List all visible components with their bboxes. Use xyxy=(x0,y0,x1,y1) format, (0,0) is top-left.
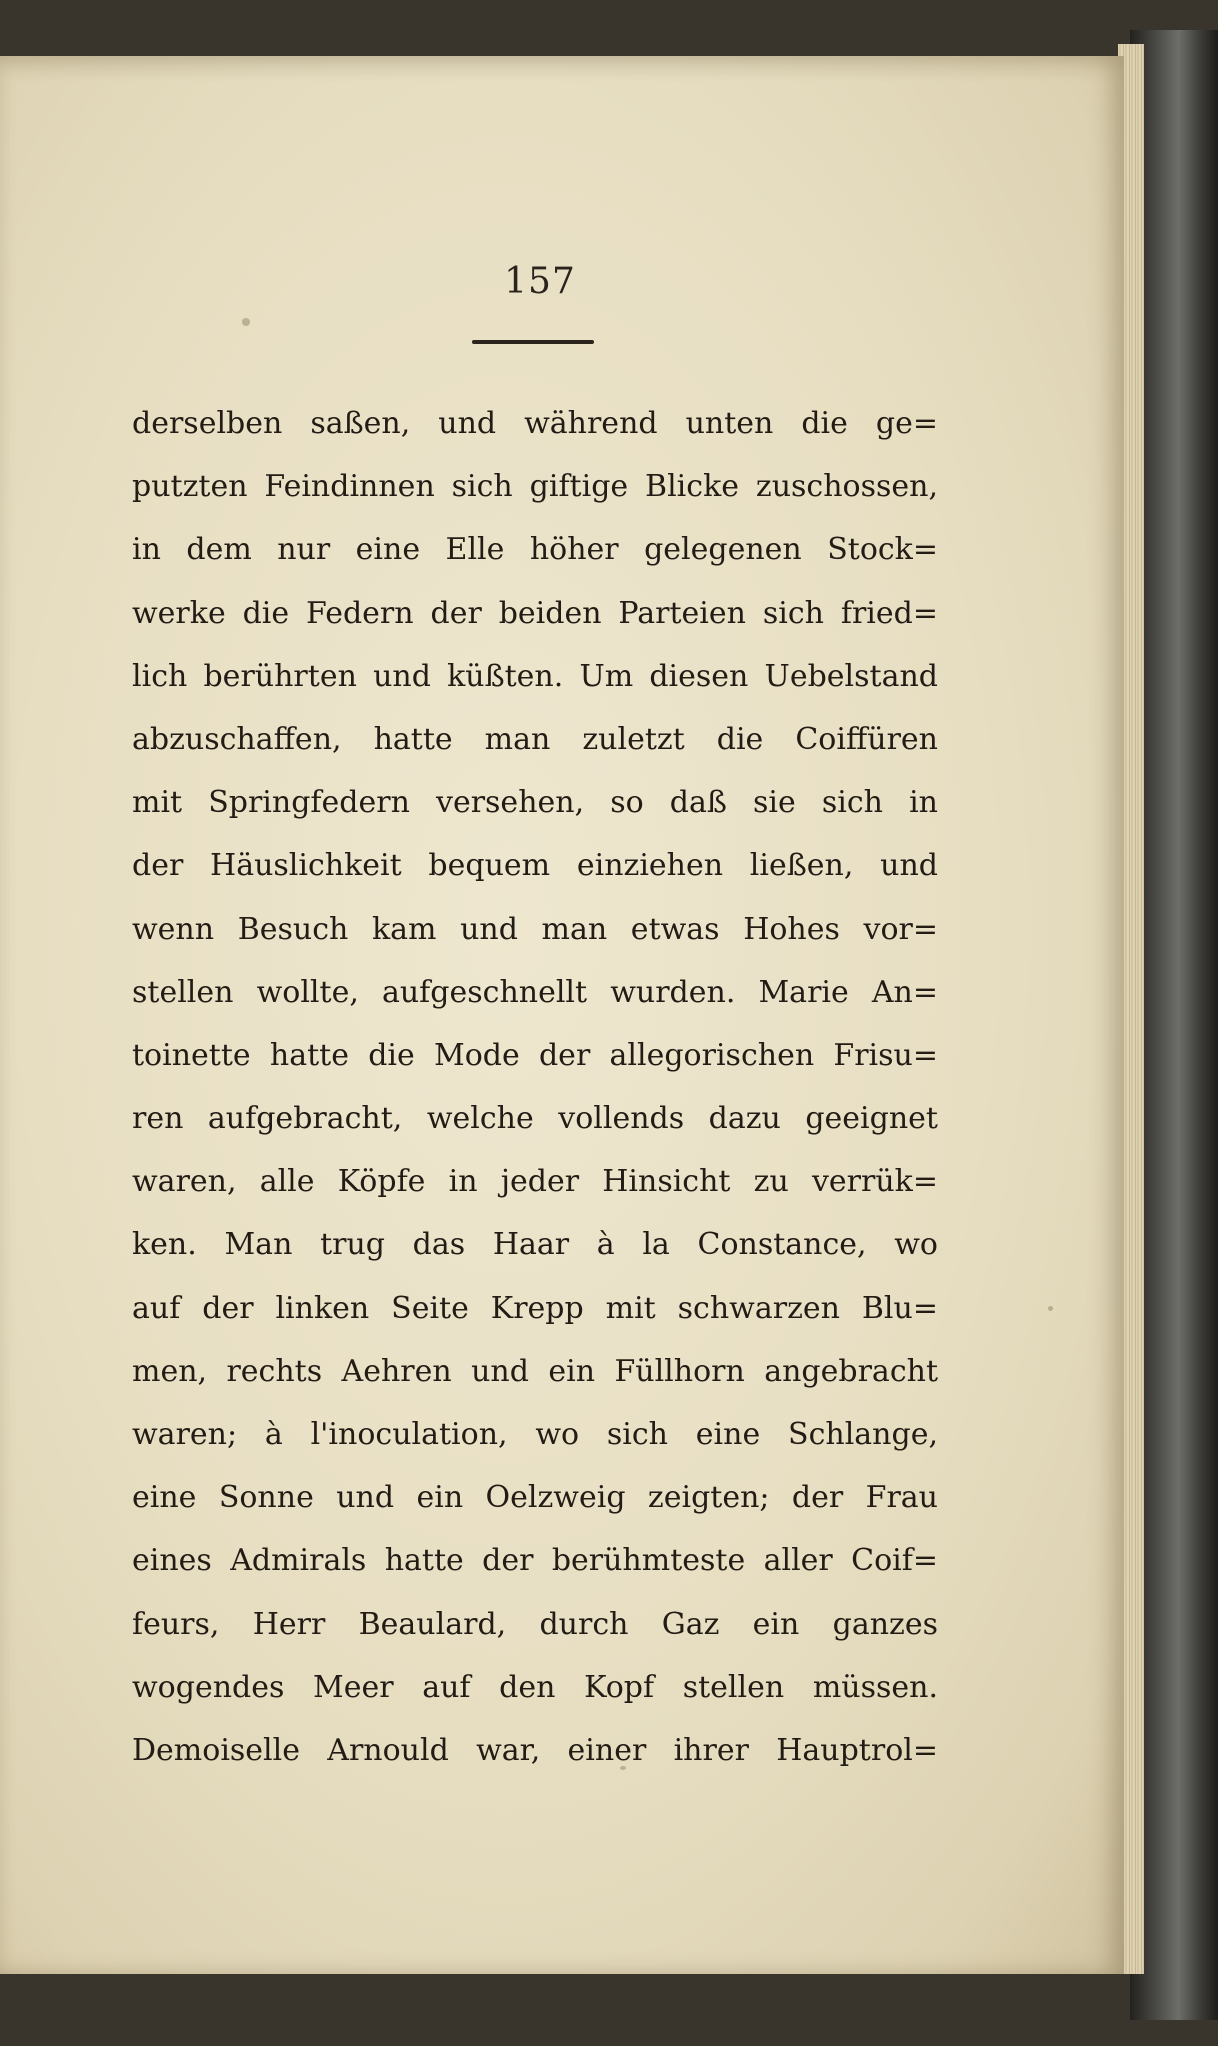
book-page xyxy=(0,56,1124,1974)
page-number: 157 xyxy=(504,261,576,302)
text-line: eines Admirals hatte der berühmteste aller Coif= xyxy=(132,1543,938,1579)
paper-speck xyxy=(1048,1306,1053,1311)
text-line: waren, alle Köpfe in jeder Hinsicht zu verrük= xyxy=(132,1164,938,1200)
text-line: wogendes Meer auf den Kopf stellen müssen. xyxy=(132,1669,938,1705)
text-line: lich berührten und küßten. Um diesen Uebelstand xyxy=(132,658,938,694)
text-line: ken. Man trug das Haar à la Constance, wo xyxy=(132,1227,938,1263)
text-line: eine Sonne und ein Oelzweig zeigten; der Frau xyxy=(132,1480,938,1516)
header-rule xyxy=(472,340,594,344)
text-line: mit Springfedern versehen, so daß sie sich in xyxy=(132,785,938,821)
paper-speck xyxy=(242,318,250,326)
text-line: feurs, Herr Beaulard, durch Gaz ein ganzes xyxy=(132,1606,938,1642)
text-line: ren aufgebracht, welche vollends dazu geeignet xyxy=(132,1101,938,1137)
text-line: auf der linken Seite Krepp mit schwarzen Blu= xyxy=(132,1290,938,1326)
text-line: werke die Federn der beiden Parteien sich fried= xyxy=(132,595,938,631)
text-line: Demoiselle Arnould war, einer ihrer Hauptrol= xyxy=(132,1732,938,1768)
text-line: toinette hatte die Mode der allegorischen Frisu= xyxy=(132,1037,938,1073)
text-line: stellen wollte, aufgeschnellt wurden. Marie An= xyxy=(132,974,938,1010)
text-line: men, rechts Aehren und ein Füllhorn angebracht xyxy=(132,1353,938,1389)
text-line: derselben saßen, und während unten die ge= xyxy=(132,406,938,441)
text-line: wenn Besuch kam und man etwas Hohes vor= xyxy=(132,911,938,947)
text-line: der Häuslichkeit bequem einziehen ließen, und xyxy=(132,848,938,884)
body-text xyxy=(132,392,938,1782)
text-line: in dem nur eine Elle höher gelegenen Stock= xyxy=(132,532,938,568)
text-line: waren; à l'inoculation, wo sich eine Schlange, xyxy=(132,1417,938,1452)
text-line: putzten Feindinnen sich giftige Blicke zuschossen, xyxy=(132,469,938,505)
text-line: abzuschaffen, hatte man zuletzt die Coiffüren xyxy=(132,721,938,757)
